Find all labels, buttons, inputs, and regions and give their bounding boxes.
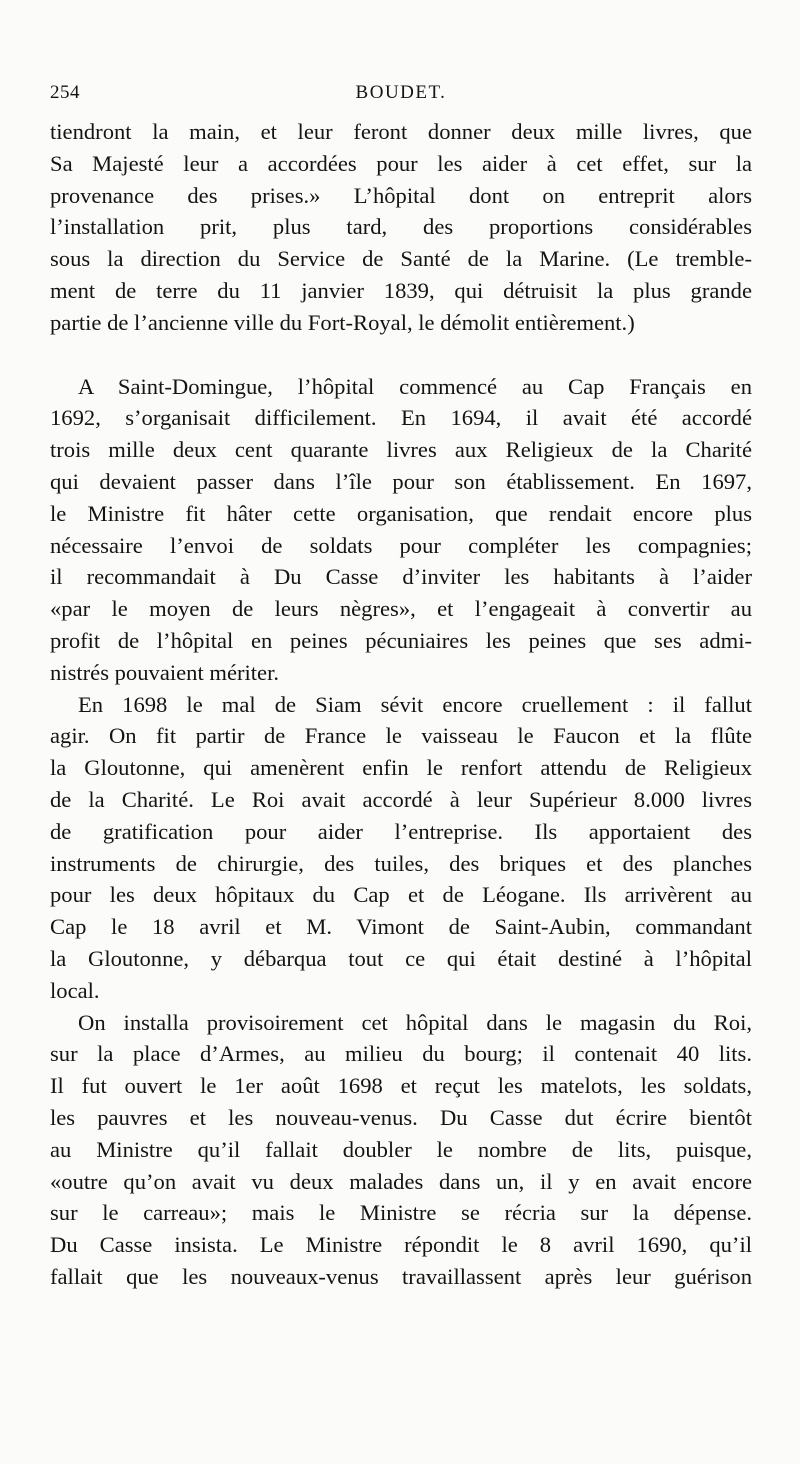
text-line: les pauvres et les nouveau-venus. Du Casse dut écrire bientôt: [50, 1104, 752, 1130]
text-line: partie de l’ancienne ville du Fort-Royal, le démolit entièrement.): [50, 309, 635, 335]
text-line: l’installation prit, plus tard, des proportions considérables: [50, 214, 752, 240]
text-line: la Gloutonne, y débarqua tout ce qui était destiné à l’hôpital: [50, 945, 752, 971]
text-line: au Ministre qu’il fallait doubler le nombre de lits, puisque,: [50, 1136, 752, 1162]
text-line: fallait que les nouveaux-venus travaillassent après leur guérison: [50, 1263, 752, 1289]
text-line: pour les deux hôpitaux du Cap et de Léogane. Ils arrivèrent au: [50, 882, 752, 908]
text-line: «outre qu’on avait vu deux malades dans un, il y en avait encore: [50, 1168, 752, 1194]
text-line: «par le moyen de leurs nègres», et l’engageait à convertir au: [50, 596, 752, 622]
paragraph-4: [50, 1007, 752, 1293]
text-line: nistrés pouvaient mériter.: [50, 659, 280, 685]
body-text: [50, 116, 752, 1293]
text-line: de gratification pour aider l’entreprise. Ils apportaient des: [50, 818, 752, 844]
text-line: la Gloutonne, qui amenèrent enfin le renfort attendu de Religieux: [50, 755, 752, 781]
text-line: sur le carreau»; mais le Ministre se récria sur la dépense.: [50, 1200, 752, 1226]
text-line: 1692, s’organisait difficilement. En 1694, il avait été accordé: [50, 405, 752, 431]
text-line: sur la place d’Armes, au milieu du bourg; il contenait 40 lits.: [50, 1041, 752, 1067]
text-line: provenance des prises.» L’hôpital dont on entreprit alors: [50, 182, 752, 208]
text-line: instruments de chirurgie, des tuiles, des briques et des planches: [50, 850, 752, 876]
paragraph-1: [50, 116, 752, 339]
text-line: local.: [50, 977, 100, 1003]
text-line: agir. On fit partir de France le vaisseau le Faucon et la flûte: [50, 723, 752, 749]
text-line: trois mille deux cent quarante livres aux Religieux de la Charité: [50, 437, 752, 463]
running-head: [50, 82, 752, 112]
text-line: Cap le 18 avril et M. Vimont de Saint-Aubin, commandant: [50, 914, 752, 940]
text-line: il recommandait à Du Casse d’inviter les habitants à l’aider: [50, 564, 752, 590]
text-line: On installa provisoirement cet hôpital dans le magasin du Roi,: [78, 1009, 752, 1035]
text-line: Du Casse insista. Le Ministre répondit le 8 avril 1690, qu’il: [50, 1232, 752, 1258]
text-line: En 1698 le mal de Siam sévit encore cruellement : il fallut: [78, 691, 752, 717]
text-line: nécessaire l’envoi de soldats pour compléter les compagnies;: [50, 532, 752, 558]
text-line: le Ministre fit hâter cette organisation, que rendait encore plus: [50, 500, 752, 526]
text-line: sous la direction du Service de Santé de la Marine. (Le tremble-: [50, 246, 752, 272]
text-line: de la Charité. Le Roi avait accordé à leur Supérieur 8.000 livres: [50, 786, 752, 812]
text-line: A Saint-Domingue, l’hôpital commencé au Cap Français en: [78, 373, 752, 399]
running-title: BOUDET.: [355, 82, 447, 103]
text-line: Il fut ouvert le 1er août 1698 et reçut les matelots, les soldats,: [50, 1073, 752, 1099]
text-line: Sa Majesté leur a accordées pour les aider à cet effet, sur la: [50, 150, 752, 176]
page-number: 254: [50, 82, 80, 103]
text-line: qui devaient passer dans l’île pour son établissement. En 1697,: [50, 468, 752, 494]
paragraph-3: [50, 689, 752, 1007]
text-line: profit de l’hôpital en peines pécuniaires les peines que ses admi-: [50, 627, 752, 653]
text-line: ment de terre du 11 janvier 1839, qui détruisit la plus grande: [50, 277, 752, 303]
text-line: tiendront la main, et leur feront donner deux mille livres, que: [50, 119, 752, 144]
paragraph-2: [50, 371, 752, 689]
